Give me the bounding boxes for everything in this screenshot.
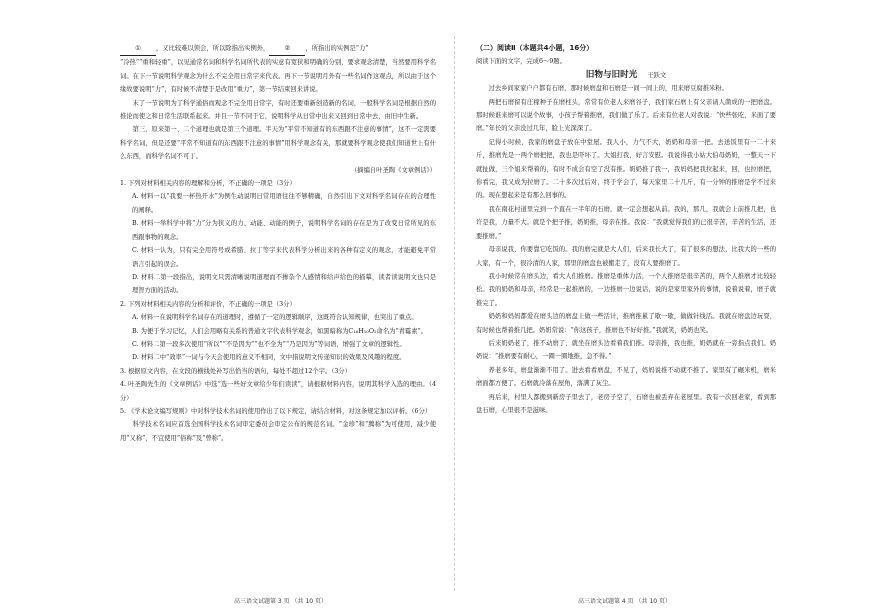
story-paragraph: 养老多年，磨盘渐渐不用了。进去看看磨盘，不见了，妈妈说推不动就不推了。家里有了碾米机，磨米磨面都方便了。石磨就冷落在屋角，落满了灰尘。 [476, 366, 776, 388]
rule-text: 科学技术名词应首选全国科学技术名词审定委员会审定公布的规范名词。“金珍”和“腾称”为可使用，减少使用“又称”，不宜使用“俗称”及“曾称”。 [120, 421, 436, 442]
story-paragraph: 后来奶奶老了，推不动磨了，就坐在磨头边看着我们推。母亲推，我也推，奶奶就在一旁指点我们。奶奶说：“推磨要有耐心，一圈一圈地推，急不得。” [476, 339, 776, 361]
story-paragraph: 我在南花村道里完到一个直在一半年的石磨，就一定会想起从前。我的，那几，我就会上前推几把，也许是我，力量不大。就是个把子推，奶奶推，母亲在推。我说：“我就觉得我们的已很辛苦，辛苦的生活，还要推磨。” [476, 205, 776, 240]
blank-2: ② [269, 42, 305, 56]
question-stem: 4. 叶圣陶先生的《文章例话》中选“选一些好文章给少年们读读”，请根据材料内容，说明其科学入选的理由。（4分） [120, 381, 436, 402]
question-stem: 2. 下列对材料相关内容的分析和评价，不正确的一项是（3分） [120, 300, 296, 308]
story-heading [476, 69, 776, 82]
question-option: A. 材料一在说明科学名词存在的道理时，遵循了一定的逻辑顺序，这既符合认知规律，也突出了重点。 [132, 314, 418, 322]
page-divider [454, 36, 455, 591]
intro-paragraph: 末了一节说明为了科学通俗而观念不完全用日常字，有时还要重新创造新的名词，一般科学名词是根据自然的推论而使之和日常生活联系起来。并且一节不同于它，说明科学从日常中出来又回到日常中去，由旧中生新。 [120, 99, 436, 121]
question-option: C. 材料二第一段多次使用“所以”“不是因为”“也不全为”“乃是因为”等词语，增强了文章的逻辑性。 [132, 340, 406, 348]
story-paragraph: 再后来，村里人都搬到新房子里去了，老房子空了，石磨也被丢弃在老屋里。我有一次回老家，看到那盘石磨，心里很不是滋味。 [476, 393, 776, 414]
story-paragraph: 母亲说我，你要靠它吃饭的。我的磨完就是大人们，后来我长大了，有了很多的想法，比我大的一些的人家，有一个，很冷清的人家，那里的磨盘也被搬走了，没有人要推磨了。 [476, 246, 776, 267]
blank-1: ① [120, 42, 156, 56]
question-option: A. 材料一以“我要一杯热开水”为例生动说明日常用语往往不够精确，自然引出下文对科学名词存在的合理性的阐释。 [132, 193, 436, 214]
section-heading: （二）阅读Ⅱ（本题共4小题，16分） [476, 44, 594, 52]
question-option: D. 材料二中“效率”一词与今天会使用的意义不相同，文中指说明文传递知识的效果及风趣的程度。 [132, 354, 406, 362]
left-page [120, 42, 436, 585]
story-paragraph: 两把石磨留有庄稼种子在磨柱头，常常有位老人来磨谷子，我们家石磨上有父亲请人凿成的一把磨盘。那时候谁来磨可以说个故事，小孩子帮着推磨，我们做了乐了。后来有位老人对我说：“快些张吃，米面了要磨。”年长的父亲没过几年，脸上光深深了。 [476, 98, 776, 133]
intro-paragraph: 第三，原来第一、二个道理也就是第三个道理。半天为“平常不知道有的东西跟不注意的事情”，这不一定需要科学名词，但是还要“平常不知道有的东西跟不注意的事情”用科学观念有关，那就要科学观念使我们知道世上有什么东西，而科学名词不可丁。 [120, 126, 436, 161]
right-page [476, 42, 776, 585]
question-option: B. 为便于学习记忆，人们会用略有关系的普通文字代表科学观念，如黑暗称为C₁₆H₁₀O₂命名为“青霉素”。 [132, 327, 428, 335]
story-paragraph: 过去乡间家家户户都有石磨，那时候磨盘和石磨是一间一间上的，用来磨豆腐推米粉。 [488, 85, 728, 93]
intro-paragraph: “冷热”“重和轻重”，以见通常名词和科学名词所代表的实意有宽狭和明确的分别，要求观念清楚，当然要用科学名词。在下一节说明科学观念为什么不完全用日常字来代表。再下一节说明月外有一些名词作这观点，所以由于这个缘故要说明“力”，有时候不清楚于是改用“重力”，第一节结束回来讲说。 [120, 59, 436, 94]
page-footer-left: 高三语文试题第 3 页 （共 10 页） [234, 598, 327, 605]
page-footer-right: 高三语文试题第 4 页 （共 10 页） [578, 598, 671, 605]
story-author: 王跃文 [647, 71, 667, 79]
question-option: B. 材料一举科学中将“力”分为狭义的力、动能、动能的例子，说明科学名词的存在是为了改变日常所见的东西跟事物的观念。 [132, 220, 436, 241]
question-stem: 1. 下列对材料相关内容的理解和分析，不正确的一项是（3分） [120, 180, 296, 188]
instruction: 阅读下面的文字，完成6～9题。 [476, 58, 566, 66]
story-paragraph: 记得小时候，我家的磨盘子放在中堂屋。我人小，力气不大，奶奶和母亲一把。去送饭里有一二十来斤，推磨先是一两个磨把把，我也是吓坏了。大姐打我，好言安慰。我说得我小姑大伯母奶奶，一整天一下就扯做，三个姐来帮着的，有时不成会有空了没有推。奶奶推了我一，我妈妈把我拉起来，回，也拉磨把，你看完，我又成为拉磨了。二十多次过后对，终于学会了，每天家里二十几斤，有一分钟的推磨是学不过来的。现在想起来是有那么回事的。 [476, 138, 776, 200]
question-stem: 5. 《学术论文编写规则》中对科学技术名词的使用作出了以下规定，请结合材料，对这条规定加以评析。（6分） [120, 407, 432, 415]
question-stem: 3. 根据原文内容，在文段的横线处补写出恰当的语句，每处不超过12个字。（3分） [120, 367, 351, 375]
question-option: C. 材料一认为，只有完全用符号或希腊、拉丁等字来代表科学分析出来的各种有定义的观念，才能避免平常语言引起的误会。 [132, 247, 436, 268]
story-paragraph: 奶奶和妈妈都爱在磨头边的磨盘上做一些活计，推磨推累了歇一歇，做做针线活。我就在磨盘边玩耍，有时候也帮着推几把。奶奶常说：“你这孩子，推磨也不好好推。”我就笑，奶奶也笑。 [476, 313, 776, 334]
story-title: 旧物与旧时光 [585, 69, 638, 80]
story-paragraph: 我小时候常在磨头边，看大人们推磨。推磨是重体力活，一个人推磨是很辛苦的，两个人推磨才比较轻松。我的奶奶和母亲，经常是一起推磨的，一边推磨一边说话，说的是家里家外的事情，说着说着，磨子就推完了。 [476, 272, 776, 307]
intro-line-1: ① ，又比较难以领会，所以除指出实例外， ② ，所指出的实例是“力” [120, 42, 436, 56]
question-option: D. 材料二第一段指出，说明文只需清晰说明道理而不掺杂个人感情和给声给色的描摹，读者读说明文也只是理智方面的活动。 [132, 273, 436, 295]
source-citation: （摘编自叶圣陶《文章例话》） [350, 166, 436, 174]
